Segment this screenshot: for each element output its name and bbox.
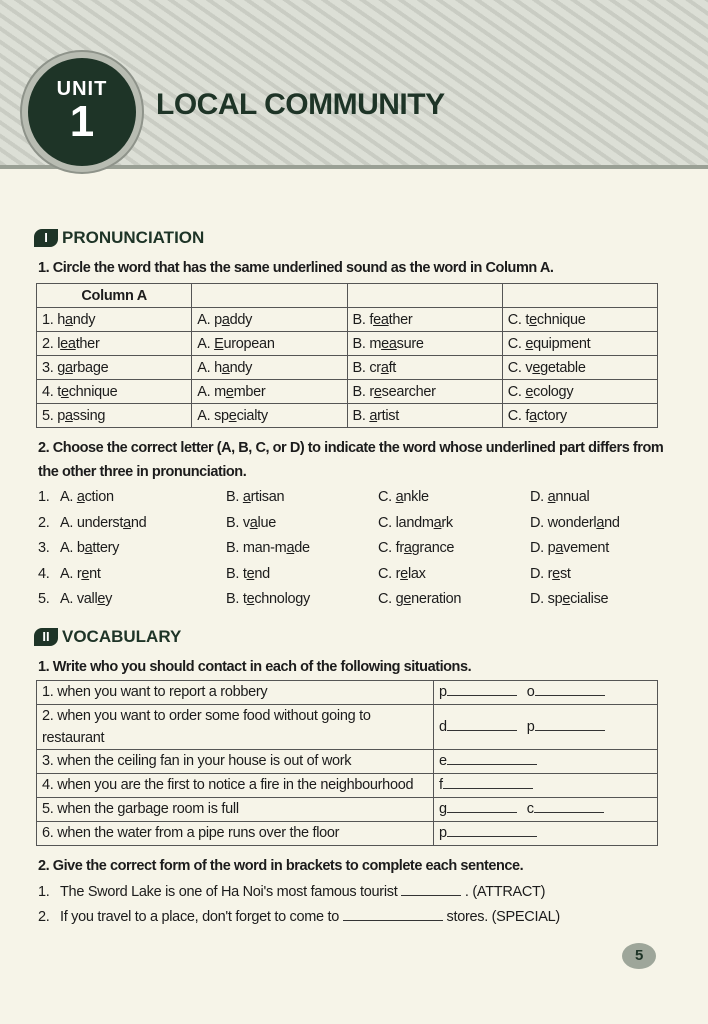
hint-letter: p <box>526 718 535 735</box>
underlined-letters: ea <box>373 311 389 328</box>
word <box>508 408 567 424</box>
underlined-letters: e <box>97 591 106 607</box>
underlined-letters: a <box>433 514 442 531</box>
underlined-letters: e <box>60 383 69 400</box>
exercise-instruction: 1. Write who you should contact in each of the following situations. <box>38 658 472 675</box>
column-a-word <box>37 308 192 332</box>
answer-option[interactable] <box>378 485 530 511</box>
section-pronunciation-heading <box>34 226 708 250</box>
word-part: B. v <box>226 514 250 531</box>
question-number: 1. <box>38 489 50 505</box>
section-numeral: II <box>34 628 58 646</box>
underlined-letters: a <box>242 489 251 505</box>
column-a-word <box>37 380 192 404</box>
section-vocabulary-heading <box>34 625 708 649</box>
word-part: 4. t <box>42 383 61 400</box>
underlined-letters: ea <box>60 335 76 352</box>
word-part: D. sp <box>530 591 563 607</box>
answer-option[interactable] <box>530 511 680 537</box>
word-part: C. g <box>378 591 404 607</box>
underlined-letters: e <box>525 383 534 400</box>
table-row <box>37 704 658 749</box>
underlined-letters: a <box>286 540 295 556</box>
underlined-letters: a <box>403 540 412 556</box>
word-part: grance <box>411 540 455 556</box>
column-a-word <box>37 404 192 428</box>
answer-option[interactable] <box>378 511 530 537</box>
situation-text: 1. when you want to report a robbery <box>37 680 434 704</box>
sentence-number: 1. <box>38 883 50 900</box>
word <box>508 312 586 328</box>
word-part: ther <box>388 311 413 328</box>
answer-blank[interactable] <box>401 882 461 896</box>
underlined-letters: E <box>214 335 224 352</box>
answer-blank[interactable] <box>447 823 537 837</box>
word <box>197 408 268 424</box>
answer-option[interactable] <box>378 536 530 562</box>
word-part: D. p <box>530 540 556 556</box>
word-part: nd <box>604 514 620 531</box>
word-part: C. landm <box>378 514 434 531</box>
underlined-letters: a <box>249 514 258 531</box>
word-part: C. v <box>507 359 533 376</box>
word-part: B. r <box>352 383 374 400</box>
column-a-header: Column A <box>37 284 192 308</box>
word-part: cology <box>533 383 574 400</box>
answer-blank[interactable] <box>343 907 443 921</box>
word <box>42 312 95 328</box>
word-part: lax <box>407 565 426 582</box>
sentence-row <box>38 880 678 906</box>
word-part: B. t <box>226 591 247 607</box>
answer-option[interactable] <box>60 536 226 562</box>
word-part: ctory <box>536 407 567 424</box>
underlined-letters: e <box>403 591 412 607</box>
exercise-instruction: 2. Give the correct form of the word in brackets to complete each sentence. <box>38 857 524 874</box>
word <box>42 336 99 352</box>
word-part: nt <box>89 565 101 582</box>
word-part: sure <box>396 335 424 352</box>
question-row <box>38 536 678 562</box>
hint-letter: o <box>526 684 535 700</box>
word <box>508 360 586 376</box>
answer-option[interactable] <box>226 511 378 537</box>
word-part: A. underst <box>60 514 124 531</box>
word <box>197 336 274 352</box>
section-numeral: I <box>34 229 58 247</box>
page-number: 5 <box>622 943 656 969</box>
option-cell[interactable] <box>347 404 502 428</box>
underlined-letters: a <box>84 540 93 556</box>
column-a-word <box>37 356 192 380</box>
word <box>197 312 252 328</box>
question-number: 3. <box>38 540 50 556</box>
section-title: VOCABULARY <box>62 626 182 646</box>
option-cell[interactable] <box>192 380 347 404</box>
underlined-letters: a <box>76 489 85 505</box>
word-part: rbage <box>72 359 109 376</box>
word-part: A. h <box>197 359 222 376</box>
answer-blank[interactable] <box>535 682 605 696</box>
word <box>508 384 574 400</box>
word <box>42 384 117 400</box>
word-part: getable <box>540 359 586 376</box>
word-part: quipment <box>533 335 591 352</box>
word-part: chnique <box>68 383 118 400</box>
word <box>42 360 108 376</box>
question-row <box>38 587 678 613</box>
underlined-letters: e <box>529 311 537 328</box>
answer-cell[interactable] <box>434 704 658 749</box>
word-part: 3. g <box>42 359 65 376</box>
answer-blank[interactable] <box>534 799 604 813</box>
answer-option[interactable] <box>226 562 378 588</box>
word-part: A. <box>60 489 77 505</box>
question-row <box>38 485 678 511</box>
word-part: rtist <box>377 407 399 424</box>
unit-header <box>0 0 708 218</box>
underlined-letters: a <box>65 311 73 328</box>
word-part: ttery <box>92 540 120 556</box>
underlined-letters: e <box>246 591 255 607</box>
word-part: D. <box>530 489 548 505</box>
word-part: ssing <box>72 407 106 424</box>
underlined-letters: e <box>246 565 255 582</box>
table-row <box>37 773 658 797</box>
question-number: 4. <box>38 565 50 582</box>
unit-title: LOCAL COMMUNITY <box>156 88 445 121</box>
answer-option[interactable] <box>226 485 378 511</box>
option-cell[interactable] <box>502 308 657 332</box>
underlined-letters: a <box>596 514 605 531</box>
unit-label: UNIT <box>56 78 108 100</box>
underlined-letters: e <box>532 359 541 376</box>
word <box>353 408 399 424</box>
word-part: neration <box>411 591 462 607</box>
answer-cell[interactable] <box>434 773 658 797</box>
word-part: 5. p <box>42 407 65 424</box>
hint-letter: f <box>439 777 443 793</box>
underlined-letters: a <box>221 311 230 328</box>
answer-option[interactable] <box>530 587 680 613</box>
word-part: y <box>105 591 113 607</box>
word-part: mber <box>233 383 266 400</box>
word-part: ther <box>75 335 100 352</box>
word-part: chnique <box>536 311 586 328</box>
word <box>353 336 424 352</box>
situation-text: 6. when the water from a pipe runs over the floor <box>37 821 434 845</box>
question-row <box>38 562 678 588</box>
option-cell[interactable] <box>502 356 657 380</box>
word-part: C. t <box>507 311 530 328</box>
answer-blank[interactable] <box>447 717 517 731</box>
question-number: 2. <box>38 514 50 531</box>
answer-blank[interactable] <box>447 751 537 765</box>
column-a-word <box>37 332 192 356</box>
word-part: C. <box>378 489 396 505</box>
underlined-letters: a <box>555 540 564 556</box>
option-cell[interactable] <box>347 308 502 332</box>
word-part: 1. h <box>42 311 65 328</box>
sentence-text: If you travel to a place, don't forget to come to <box>60 909 340 925</box>
hint-letter: d <box>439 718 447 735</box>
word-part: A. vall <box>60 591 98 607</box>
hint-letter: p <box>439 684 447 700</box>
option-cell[interactable] <box>502 404 657 428</box>
underlined-letters: a <box>65 359 73 376</box>
underlined-letters: a <box>547 489 556 505</box>
underlined-letters: ea <box>381 335 397 352</box>
situation-text: 4. when you are the first to notice a fire in the neighbourhood <box>37 773 434 797</box>
word-part: nkle <box>403 489 429 505</box>
word-part: C. <box>507 383 526 400</box>
word-part: nd <box>130 514 147 531</box>
answer-cell[interactable] <box>434 749 658 773</box>
sentence-row <box>38 905 678 931</box>
option-cell[interactable] <box>192 356 347 380</box>
answer-option[interactable] <box>378 562 530 588</box>
table-row <box>37 797 658 821</box>
contact-table <box>36 680 658 846</box>
word-part: B. <box>352 407 370 424</box>
underlined-letters: e <box>225 383 234 400</box>
word <box>353 360 397 376</box>
answer-option[interactable] <box>378 587 530 613</box>
word-part: uropean <box>223 335 275 352</box>
table-row <box>37 821 658 845</box>
underlined-letters: a <box>65 407 73 424</box>
option-cell[interactable] <box>192 404 347 428</box>
underlined-letters: e <box>525 335 534 352</box>
word-part: nd <box>254 565 270 582</box>
underlined-letters: e <box>228 407 237 424</box>
underlined-letters: e <box>400 565 408 582</box>
word-part: B. m <box>352 335 382 352</box>
situation-text: 5. when the garbage room is full <box>37 797 434 821</box>
option-cell[interactable] <box>347 356 502 380</box>
word-part: D. wonderl <box>530 514 597 531</box>
hint-letter: p <box>439 825 447 841</box>
answer-option[interactable] <box>60 511 226 537</box>
hint-letter: g <box>439 801 447 817</box>
sentence-text: The Sword Lake is one of Ha Noi's most famous tourist <box>60 883 398 900</box>
word-part: rtisan <box>250 489 285 505</box>
answer-option[interactable] <box>530 562 680 588</box>
underlined-letters: e <box>552 565 560 582</box>
exercise-instruction: 2. Choose the correct letter (A, B, C, or D) to indicate the word whose underlined part differs from the other three in pronunciation. <box>38 440 664 480</box>
word-part: C. r <box>378 565 401 582</box>
word-part: A. sp <box>197 407 229 424</box>
situation-text: 2. when you want to order some food without going to restaurant <box>37 704 434 749</box>
answer-blank[interactable] <box>443 775 533 789</box>
word-part: C. f <box>507 407 530 424</box>
answer-option[interactable] <box>530 485 680 511</box>
answer-option[interactable] <box>60 587 226 613</box>
table-row <box>37 404 658 428</box>
word-part: B. cr <box>352 359 381 376</box>
answer-option[interactable] <box>60 562 226 588</box>
word-part: B. f <box>352 311 374 328</box>
section-title: PRONUNCIATION <box>62 228 205 247</box>
answer-blank[interactable] <box>535 717 605 731</box>
word-part: A. p <box>197 311 222 328</box>
word <box>353 312 413 328</box>
answer-cell[interactable] <box>434 821 658 845</box>
underlined-letters: e <box>81 565 90 582</box>
sentence-text: stores. (SPECIAL) <box>446 909 560 925</box>
option-cell[interactable] <box>347 332 502 356</box>
exercise-instruction: 1. Circle the word that has the same underlined sound as the word in Column A. <box>38 260 554 276</box>
word-part: ddy <box>229 311 253 328</box>
word-part: cialty <box>236 407 268 424</box>
unit-badge <box>22 52 142 172</box>
answer-option[interactable] <box>226 536 378 562</box>
word-part: 2. l <box>42 335 61 352</box>
word-part: C. fr <box>378 540 404 556</box>
table-row <box>37 680 658 704</box>
table-row <box>37 356 658 380</box>
option-cell[interactable] <box>502 380 657 404</box>
underlined-letters: e <box>373 383 382 400</box>
word-part: A. b <box>60 540 85 556</box>
sentence-text: . (ATTRACT) <box>464 883 546 900</box>
question-row <box>38 511 678 537</box>
answer-cell[interactable] <box>434 680 658 704</box>
unit-number: 1 <box>69 97 95 146</box>
underlined-letters: a <box>369 407 378 424</box>
word-part: st <box>559 565 571 582</box>
word-part: A. m <box>197 383 226 400</box>
pronunciation-choice-list <box>38 485 678 613</box>
word <box>42 408 105 424</box>
word-part: ft <box>388 359 397 376</box>
word-part: lue <box>257 514 276 531</box>
word-part: B. t <box>226 565 247 582</box>
underlined-letters: a <box>123 514 131 531</box>
underlined-letters: e <box>562 591 571 607</box>
word-form-list <box>38 880 678 931</box>
table-row <box>37 749 658 773</box>
answer-option[interactable] <box>60 485 226 511</box>
word <box>353 384 436 400</box>
word-part: C. <box>507 335 526 352</box>
option-cell[interactable] <box>192 308 347 332</box>
word <box>508 336 591 352</box>
word-part: ndy <box>72 311 96 328</box>
answer-option[interactable] <box>226 587 378 613</box>
underlined-letters: a <box>395 489 404 505</box>
underlined-letters: a <box>529 407 537 424</box>
option-cell[interactable] <box>502 332 657 356</box>
option-cell[interactable] <box>347 380 502 404</box>
word-part: vement <box>563 540 609 556</box>
answer-option[interactable] <box>530 536 680 562</box>
underlined-letters: a <box>380 359 389 376</box>
answer-cell[interactable] <box>434 797 658 821</box>
sentence-number: 2. <box>38 909 50 925</box>
word <box>197 360 252 376</box>
word-part: chnology <box>254 591 310 607</box>
word-part: ndy <box>229 359 253 376</box>
word-part: de <box>294 540 310 556</box>
answer-blank[interactable] <box>447 682 517 696</box>
question-number: 5. <box>38 591 50 607</box>
word-part: B. <box>226 489 243 505</box>
answer-blank[interactable] <box>447 799 517 813</box>
table-row <box>37 308 658 332</box>
pronunciation-table <box>36 283 658 428</box>
word-part: ction <box>84 489 114 505</box>
option-cell[interactable] <box>192 332 347 356</box>
word-part: searcher <box>381 383 436 400</box>
table-row <box>37 332 658 356</box>
word-part: cialise <box>570 591 609 607</box>
word-part: rk <box>441 514 453 531</box>
word-part: nnual <box>555 489 590 505</box>
situation-text: 3. when the ceiling fan in your house is out of work <box>37 749 434 773</box>
word-part: D. r <box>530 565 553 582</box>
word-part: B. man-m <box>226 540 287 556</box>
word-part: A. <box>197 335 215 352</box>
word-part: A. r <box>60 565 82 582</box>
word <box>197 384 265 400</box>
hint-letter: c <box>526 801 534 817</box>
table-row <box>37 380 658 404</box>
underlined-letters: a <box>221 359 230 376</box>
hint-letter: e <box>439 753 447 769</box>
